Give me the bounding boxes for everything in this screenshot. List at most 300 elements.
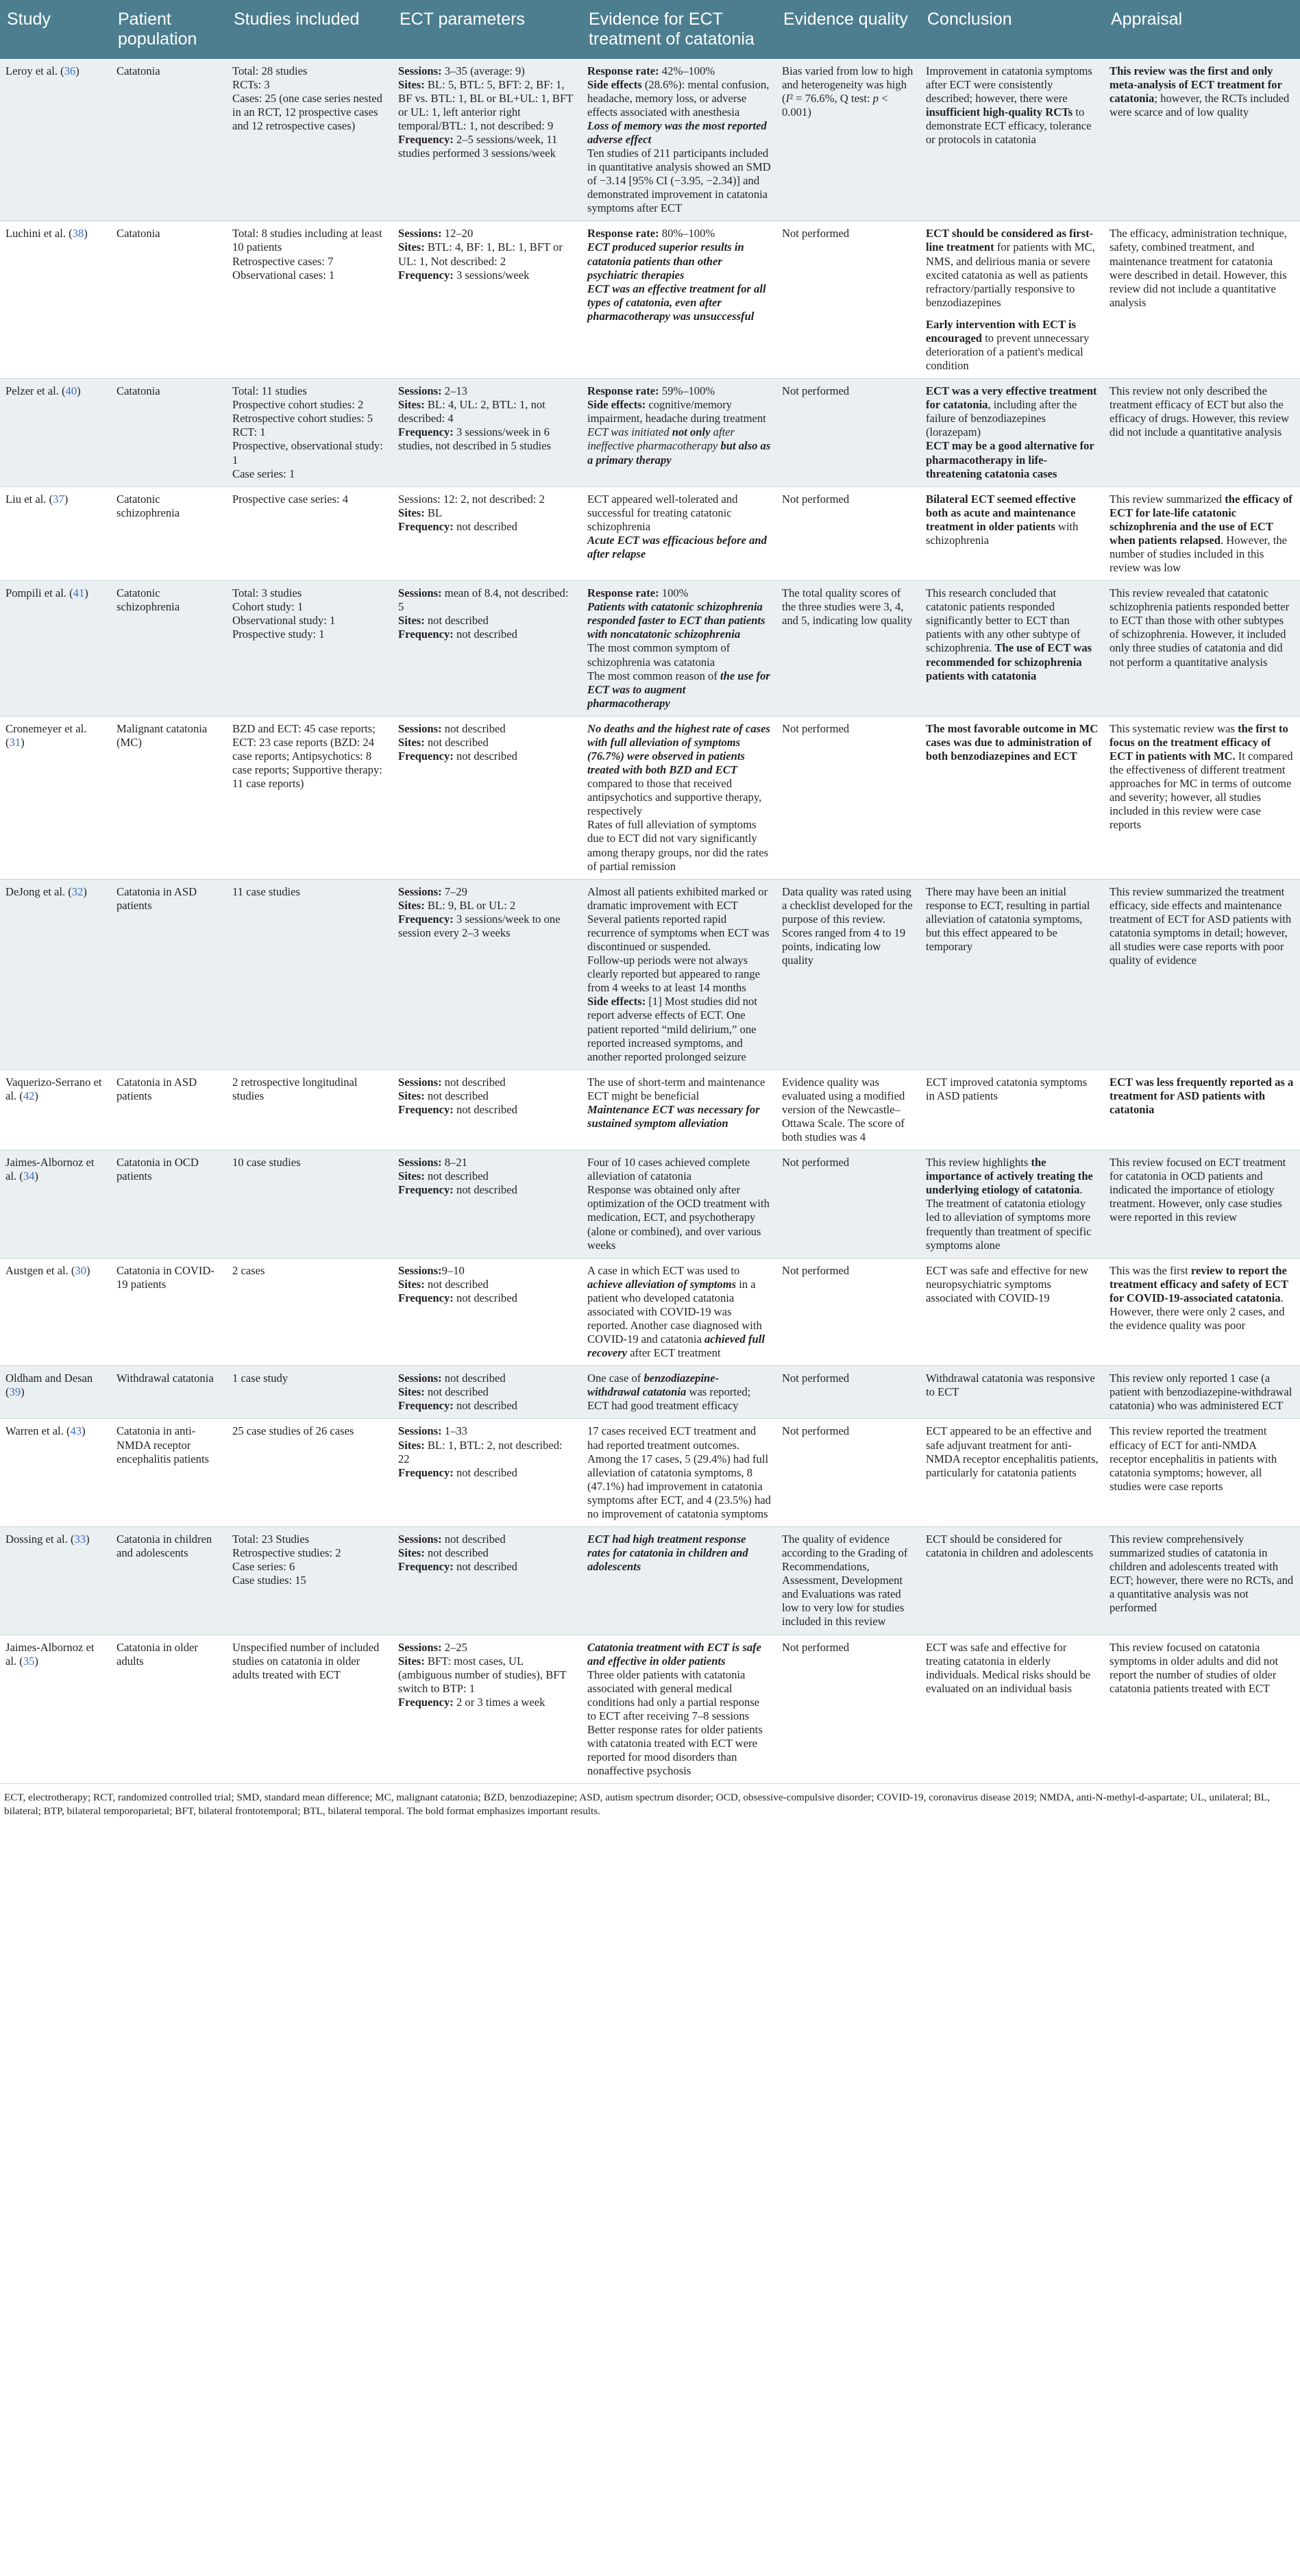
study-ref-close: ) bbox=[86, 1263, 90, 1277]
text-run: compared to those that received antipsychotics and supportive therapy, respectively bbox=[587, 777, 762, 818]
paragraph bbox=[587, 1372, 771, 1413]
cell-conclusion bbox=[920, 379, 1104, 487]
cell-studies-included bbox=[227, 1419, 393, 1527]
ect-param-label: Frequency: bbox=[398, 1560, 454, 1574]
studies-line: RCT: 1 bbox=[232, 425, 266, 439]
cell-evidence-quality bbox=[776, 1635, 920, 1784]
paragraph bbox=[587, 1424, 771, 1521]
cell-conclusion bbox=[920, 1258, 1104, 1366]
text-run: ECT was less frequently reported as a treatment for ASD patients with catatonia bbox=[1109, 1075, 1294, 1116]
cell-population: Withdrawal catatonia bbox=[111, 1366, 227, 1419]
text-run: ECT appeared well-tolerated and successful for treating catatonic schizophrenia bbox=[587, 492, 738, 533]
ect-param-label: Sites: bbox=[398, 240, 425, 254]
paragraph-gap bbox=[926, 310, 1099, 318]
cell-conclusion bbox=[920, 716, 1104, 879]
cell-evidence bbox=[582, 379, 776, 487]
cell-population: Catatonia in older adults bbox=[111, 1635, 227, 1784]
cell-population: Catatonia in COVID-19 patients bbox=[111, 1258, 227, 1366]
paragraph bbox=[926, 885, 1099, 954]
cell-appraisal bbox=[1104, 1069, 1300, 1150]
cell-study bbox=[0, 1366, 111, 1419]
cell-evidence-quality bbox=[776, 581, 920, 717]
ect-param bbox=[398, 493, 576, 506]
header-study: Study bbox=[0, 0, 111, 59]
text-run: The quality of evidence according to the Grading of Recommendations, Assessment, Development and Evaluations was rated low to very low for studies included in this review bbox=[782, 1533, 908, 1628]
ect-param-value: 7–29 bbox=[441, 884, 467, 898]
cell-evidence-quality bbox=[776, 221, 920, 379]
text-run: The most common symptom of schizophrenia was catatonia bbox=[587, 641, 731, 669]
cell-studies-included bbox=[227, 1150, 393, 1259]
studies-line: 25 case studies of 26 cases bbox=[232, 1424, 354, 1438]
text-run: This review was the first and only meta-analysis of ECT treatment for catatonia bbox=[1109, 64, 1282, 105]
paragraph bbox=[782, 64, 915, 119]
cell-evidence-quality bbox=[776, 59, 920, 221]
paragraph bbox=[1109, 722, 1295, 832]
cell-appraisal bbox=[1104, 1150, 1300, 1259]
study-author: Austgen et al. ( bbox=[5, 1263, 75, 1277]
cell-ect-parameters bbox=[393, 1150, 582, 1259]
cell-studies-included bbox=[227, 59, 393, 221]
study-author: Luchini et al. ( bbox=[5, 227, 73, 240]
ect-param-value: not described bbox=[424, 1169, 489, 1183]
cell-ect-parameters bbox=[393, 486, 582, 580]
study-ref-close: ) bbox=[21, 735, 25, 749]
ect-param-label: Frequency: bbox=[398, 1399, 454, 1413]
ect-param-value: BL: 9, BL or UL: 2 bbox=[424, 898, 516, 912]
header-evidence: Evidence for ECT treatment of catatonia bbox=[582, 0, 776, 59]
paragraph bbox=[782, 722, 915, 736]
studies-line: RCTs: 3 bbox=[232, 77, 270, 91]
table-row bbox=[0, 1069, 1300, 1150]
text-run: No deaths and the highest rate of cases with full alleviation of symptoms (76.7%) were observed in patients treated with both BZD and ECT bbox=[587, 721, 770, 777]
ect-param-value: not described bbox=[453, 1399, 517, 1413]
ect-param-value: 3 sessions/week to one session every 2–3 weeks bbox=[398, 912, 561, 939]
cell-population: Catatonic schizophrenia bbox=[111, 581, 227, 717]
study-ref-close: ) bbox=[82, 1424, 86, 1438]
cell-conclusion bbox=[920, 486, 1104, 580]
cell-conclusion bbox=[920, 59, 1104, 221]
cell-ect-parameters bbox=[393, 221, 582, 379]
study-ref-close: ) bbox=[34, 1654, 38, 1668]
paragraph bbox=[587, 600, 771, 641]
cell-study bbox=[0, 716, 111, 879]
cell-appraisal bbox=[1104, 1366, 1300, 1419]
ect-param-label: Sites: bbox=[398, 1438, 425, 1452]
ect-param-label: Sessions: bbox=[398, 1424, 442, 1438]
ect-param-value: 2 or 3 times a week bbox=[453, 1695, 545, 1709]
cell-population: Catatonia bbox=[111, 59, 227, 221]
text-run: the use for ECT was to augment pharmacotherapy bbox=[587, 669, 770, 710]
text-run: This review focused on catatonia symptoms in older adults and did not report the number of studies of older catatonia patients treated with ECT bbox=[1109, 1640, 1279, 1695]
ect-param-label: Sites: bbox=[398, 1089, 425, 1102]
text-run: One case of bbox=[587, 1372, 644, 1385]
ect-param-label: Frequency: bbox=[398, 912, 454, 926]
text-run: Better response rates for older patients with catatonia treated with ECT were reported for mood disorders than nonaffective psychosis bbox=[587, 1723, 763, 1778]
table-row bbox=[0, 1366, 1300, 1419]
table-row bbox=[0, 716, 1300, 879]
cell-appraisal bbox=[1104, 1635, 1300, 1784]
paragraph bbox=[926, 1372, 1099, 1399]
text-run: 42%–100% bbox=[659, 64, 715, 77]
cell-study bbox=[0, 486, 111, 580]
study-ref-link: 38 bbox=[72, 227, 84, 240]
table-row bbox=[0, 1635, 1300, 1784]
ect-param-value: BL: 1, BTL: 2, not described: 22 bbox=[398, 1438, 563, 1465]
cell-evidence bbox=[582, 1258, 776, 1366]
ect-param-label: Frequency: bbox=[398, 1102, 454, 1116]
text-run: ECT was safe and effective for new neuropsychiatric symptoms associated with COVID-19 bbox=[926, 1263, 1089, 1304]
ect-param-label: Frequency: bbox=[398, 1291, 454, 1304]
text-run: to prevent unnecessary deterioration of a patient's medical condition bbox=[926, 331, 1090, 373]
study-author: Pompili et al. ( bbox=[5, 586, 73, 600]
text-run: Almost all patients exhibited marked or dramatic improvement with ECT bbox=[587, 884, 768, 912]
ect-param bbox=[398, 1385, 576, 1399]
table-row bbox=[0, 221, 1300, 379]
cell-evidence-quality bbox=[776, 379, 920, 487]
paragraph bbox=[587, 818, 771, 873]
studies-line: Retrospective studies: 2 bbox=[232, 1546, 341, 1560]
ect-param-value: not described bbox=[453, 1291, 517, 1304]
study-author: Oldham and Desan ( bbox=[5, 1372, 93, 1399]
ect-param-value: not described bbox=[453, 1183, 517, 1197]
ect-param-value: 2–25 bbox=[441, 1640, 467, 1654]
studies-line: 1 case study bbox=[232, 1372, 289, 1385]
paragraph bbox=[926, 1641, 1099, 1696]
studies-line: Cohort study: 1 bbox=[232, 600, 304, 614]
paragraph bbox=[587, 64, 771, 78]
ect-param bbox=[398, 1439, 576, 1466]
ect-param-value: 3 sessions/week bbox=[453, 268, 530, 282]
text-run: This review not only described the treatment efficacy of ECT but also the efficacy of drugs. However, this review did not include a quantitative analysis bbox=[1109, 384, 1290, 439]
cell-appraisal bbox=[1104, 879, 1300, 1069]
cell-conclusion bbox=[920, 1635, 1104, 1784]
ect-param bbox=[398, 269, 576, 282]
paragraph bbox=[587, 78, 771, 119]
paragraph bbox=[782, 384, 915, 398]
ect-param-label: Sessions: bbox=[398, 1263, 442, 1277]
study-author: Warren et al. ( bbox=[5, 1424, 71, 1438]
text-run: achieve alleviation of symptoms bbox=[587, 1277, 737, 1291]
text-run: ECT was safe and effective for treating catatonia in elderly individuals. Medical risks should be evaluated on an individual basis bbox=[926, 1640, 1091, 1695]
paragraph bbox=[1109, 1156, 1295, 1224]
cell-study bbox=[0, 1150, 111, 1259]
text-run: with schizophrenia bbox=[926, 519, 1079, 547]
cell-conclusion bbox=[920, 221, 1104, 379]
paragraph bbox=[587, 954, 771, 995]
ect-param bbox=[398, 722, 576, 736]
text-run: Rates of full alleviation of symptoms due to ECT did not vary significantly among therapy groups, nor did the rates of partial remission bbox=[587, 818, 769, 873]
ect-param-value: BTL: 4, BF: 1, BL: 1, BFT or UL: 1, Not described: 2 bbox=[398, 240, 563, 268]
text-run: Evidence quality was evaluated using a modified version of the Newcastle–Ottawa Scale. The score of both studies was 4 bbox=[782, 1075, 905, 1144]
cell-evidence bbox=[582, 1527, 776, 1635]
ect-param-label: Frequency: bbox=[398, 1695, 454, 1709]
text-run: ECT was a very effective treatment for catatonia bbox=[926, 384, 1097, 412]
text-run: Response rate: bbox=[587, 64, 659, 77]
studies-line: Case series: 1 bbox=[232, 467, 295, 480]
studies-line: Total: 28 studies bbox=[232, 64, 308, 77]
ect-param bbox=[398, 1076, 576, 1089]
paragraph bbox=[587, 240, 771, 282]
text-run: p bbox=[872, 91, 879, 105]
study-ref-link: 33 bbox=[74, 1533, 86, 1546]
paragraph bbox=[1109, 227, 1295, 309]
cell-evidence bbox=[582, 1150, 776, 1259]
ect-param-value: BL: 5, BTL: 5, BFT: 2, BF: 1, BF vs. BTL: 1, BL or BL+UL: 1, BFT or UL: 1, left anterior right temporal/BTL: 1, not described: 9 bbox=[398, 77, 574, 132]
text-run: [1] Most studies did not report adverse effects of ECT. One patient reported “mild delirium,” one reported increased symptoms, and another reported prolonged seizure bbox=[587, 995, 757, 1063]
ect-param-label: Frequency: bbox=[398, 1183, 454, 1197]
ect-param bbox=[398, 1372, 576, 1385]
paragraph bbox=[926, 493, 1099, 547]
ect-param-value: not described bbox=[441, 721, 506, 735]
ect-param-value: not described bbox=[441, 1372, 506, 1385]
text-run: 17 cases received ECT treatment and had reported treatment outcomes. Among the 17 cases, 5 (29.4%) had full alleviation of catatonia symptoms, 8 (47.1%) had improvement in catatonia symptoms after ECT, and 4 (23.5%) had no improvement of catatonia symptoms bbox=[587, 1424, 771, 1520]
table-row bbox=[0, 1258, 1300, 1366]
text-run: Bilateral ECT seemed effective both as acute and maintenance treatment in older patients bbox=[926, 492, 1076, 533]
cell-appraisal bbox=[1104, 486, 1300, 580]
ect-param bbox=[398, 1641, 576, 1655]
studies-line: 11 case studies bbox=[232, 884, 300, 898]
paragraph bbox=[587, 227, 771, 240]
study-ref-close: ) bbox=[64, 492, 69, 506]
cell-studies-included bbox=[227, 1635, 393, 1784]
ect-param-label: Sites: bbox=[398, 735, 425, 749]
text-run: (28.6%): mental confusion, headache, memory loss, or adverse effects associated with anesthesia bbox=[587, 77, 770, 119]
text-run: the first to focus on the treatment efficacy of ECT in patients with MC. bbox=[1109, 721, 1288, 763]
text-run: achieved full recovery bbox=[587, 1333, 765, 1360]
cell-population: Catatonia in anti-NMDA receptor encephalitis patients bbox=[111, 1419, 227, 1527]
ect-param-value: not described bbox=[424, 1546, 489, 1560]
cell-appraisal bbox=[1104, 581, 1300, 717]
ect-param-value: BL: 4, UL: 2, BTL: 1, not described: 4 bbox=[398, 398, 545, 425]
paragraph bbox=[587, 1641, 771, 1668]
paragraph bbox=[587, 1183, 771, 1252]
paragraph bbox=[587, 282, 771, 323]
cell-population: Catatonia in ASD patients bbox=[111, 879, 227, 1069]
study-ref-close: ) bbox=[83, 884, 87, 898]
ect-param bbox=[398, 384, 576, 398]
cell-population: Catatonia in children and adolescents bbox=[111, 1527, 227, 1635]
cell-study bbox=[0, 1527, 111, 1635]
text-run: Four of 10 cases achieved complete alleviation of catatonia bbox=[587, 1156, 750, 1183]
ect-param-value: BFT: most cases, UL (ambiguous number of studies), BFT switch to BTP: 1 bbox=[398, 1654, 567, 1695]
paragraph bbox=[782, 1641, 915, 1655]
ect-param bbox=[398, 1156, 576, 1169]
study-ref-close: ) bbox=[77, 384, 81, 398]
study-ref-close: ) bbox=[84, 586, 88, 600]
study-ref-link: 37 bbox=[53, 492, 64, 506]
study-ref-link: 30 bbox=[75, 1263, 86, 1277]
ect-param-value: 2–5 sessions/week, 11 studies performed 3 sessions/week bbox=[398, 132, 558, 160]
ect-param-label: Frequency: bbox=[398, 750, 454, 763]
cell-evidence bbox=[582, 59, 776, 221]
paragraph bbox=[587, 1156, 771, 1183]
paragraph bbox=[782, 1424, 915, 1438]
studies-line: Total: 11 studies bbox=[232, 384, 307, 398]
paragraph bbox=[782, 885, 915, 967]
paragraph bbox=[587, 534, 771, 561]
paragraph bbox=[587, 722, 771, 819]
ect-param-label: Sessions: bbox=[398, 384, 442, 398]
text-run: The most common reason of bbox=[587, 669, 721, 682]
text-run: This review comprehensively summarized studies of catatonia in children and adolescents treated with ECT; however, there were no RCTs, and a quantitative analysis was not performed bbox=[1109, 1533, 1294, 1615]
text-run: was reported; ECT had good treatment efficacy bbox=[587, 1385, 751, 1413]
cell-studies-included bbox=[227, 879, 393, 1069]
ect-param bbox=[398, 913, 576, 940]
ect-param bbox=[398, 899, 576, 913]
text-run: Three older patients with catatonia associated with general medical conditions had only a partial response to ECT after receiving 7–8 sessions bbox=[587, 1668, 760, 1722]
ect-param bbox=[398, 1278, 576, 1291]
paragraph bbox=[587, 1723, 771, 1778]
paragraph bbox=[587, 641, 771, 669]
text-run: Catatonia treatment with ECT is safe and effective in older patients bbox=[587, 1640, 762, 1668]
cell-study bbox=[0, 1258, 111, 1366]
text-run: Not performed bbox=[782, 1156, 850, 1169]
cell-evidence-quality bbox=[776, 1258, 920, 1366]
study-ref-close: ) bbox=[86, 1533, 90, 1546]
text-run: Response was obtained only after optimization of the OCD treatment with medication, ECT, and psychotherapy (alone or combined), and over various weeks bbox=[587, 1183, 770, 1252]
text-run: Maintenance ECT was necessary for sustained symptom alleviation bbox=[587, 1102, 760, 1130]
cell-evidence bbox=[582, 1419, 776, 1527]
text-run: 100% bbox=[659, 586, 689, 600]
cell-study bbox=[0, 581, 111, 717]
study-ref-close: ) bbox=[21, 1385, 25, 1399]
paragraph bbox=[782, 1156, 915, 1169]
text-run: . However, the number of studies included in this review was low bbox=[1109, 533, 1287, 575]
text-run: This review revealed that catatonic schizophrenia patients responded better to ECT than those with other subtypes of schizophrenia. However, it included only three studies of catatonia and did not perform a quantitative analysis bbox=[1109, 586, 1290, 669]
cell-population: Catatonia bbox=[111, 221, 227, 379]
studies-line: Total: 8 studies including at least 10 patients bbox=[232, 227, 382, 254]
study-ref-link: 39 bbox=[9, 1385, 21, 1399]
text-run: The use of short-term and maintenance ECT might be beneficial bbox=[587, 1075, 765, 1102]
text-run: after ECT treatment bbox=[627, 1346, 721, 1360]
paragraph bbox=[1109, 1264, 1295, 1333]
studies-line: Observational cases: 1 bbox=[232, 268, 335, 282]
text-run: after ineffective pharmacotherapy bbox=[587, 425, 735, 453]
table-row bbox=[0, 879, 1300, 1069]
cell-appraisal bbox=[1104, 1258, 1300, 1366]
study-author: Leroy et al. ( bbox=[5, 64, 64, 77]
ect-param-label: Frequency: bbox=[398, 132, 454, 146]
ect-param-label: Sessions: bbox=[398, 1156, 442, 1169]
ect-param-label: Sites: bbox=[398, 506, 425, 519]
text-run: This review highlights bbox=[926, 1156, 1031, 1169]
ect-param bbox=[398, 586, 576, 614]
cell-study bbox=[0, 379, 111, 487]
ect-param-label: Sessions: bbox=[398, 586, 442, 600]
paragraph bbox=[587, 147, 771, 215]
cell-evidence-quality bbox=[776, 1419, 920, 1527]
cell-studies-included bbox=[227, 581, 393, 717]
cell-study bbox=[0, 1635, 111, 1784]
text-run: Not performed bbox=[782, 1424, 850, 1438]
paragraph bbox=[782, 493, 915, 506]
cell-conclusion bbox=[920, 1366, 1104, 1419]
text-run: Not performed bbox=[782, 721, 850, 735]
studies-line: Prospective cohort studies: 2 bbox=[232, 398, 364, 412]
text-run: Patients with catatonic schizophrenia responded faster to ECT than patients with noncatatonic schizophrenia bbox=[587, 600, 765, 641]
cell-evidence-quality bbox=[776, 716, 920, 879]
text-run: Not performed bbox=[782, 227, 850, 240]
ect-param-value: 3–35 (average: 9) bbox=[441, 64, 525, 77]
text-run: Not performed bbox=[782, 492, 850, 506]
ect-param-label: Sites: bbox=[398, 1546, 425, 1560]
cell-study bbox=[0, 1419, 111, 1527]
ect-param-label: Sessions: bbox=[398, 1372, 442, 1385]
text-run: A case in which ECT was used to bbox=[587, 1263, 740, 1277]
ect-param bbox=[398, 1103, 576, 1117]
studies-line: Retrospective cohort studies: 5 bbox=[232, 412, 373, 425]
text-run: ECT appeared to be an effective and safe adjuvant treatment for anti-NMDA receptor encephalitis patients, particularly for catatonia patients bbox=[926, 1424, 1099, 1479]
table-row bbox=[0, 1527, 1300, 1635]
paragraph bbox=[587, 425, 771, 467]
paragraph bbox=[587, 995, 771, 1063]
ect-param bbox=[398, 506, 576, 520]
studies-line: 2 retrospective longitudinal studies bbox=[232, 1075, 358, 1102]
paragraph bbox=[782, 1264, 915, 1278]
study-ref-link: 42 bbox=[23, 1089, 35, 1102]
paragraph bbox=[1109, 1641, 1295, 1696]
ect-param-value: not described bbox=[424, 1089, 489, 1102]
ect-param-value: 3 sessions/week in 6 studies, not described in 5 studies bbox=[398, 425, 552, 453]
ect-param-value: not described bbox=[424, 735, 489, 749]
study-ref-link: 41 bbox=[73, 586, 85, 600]
cell-evidence-quality bbox=[776, 1150, 920, 1259]
ect-param-value: not described bbox=[424, 1385, 489, 1399]
ect-param bbox=[398, 133, 576, 160]
ect-param-label: Sessions: bbox=[398, 64, 442, 77]
study-author: Pelzer et al. ( bbox=[5, 384, 66, 398]
text-run: Not performed bbox=[782, 384, 850, 398]
text-run: It compared the effectiveness of different treatment approaches for MC in terms of outcome and severity; however, all studies included in this review were case reports bbox=[1109, 750, 1293, 832]
paragraph bbox=[587, 384, 771, 398]
ect-param-label: Sites: bbox=[398, 898, 425, 912]
ect-param-label: Sites: bbox=[398, 1385, 425, 1399]
ect-param bbox=[398, 64, 576, 78]
text-run: benzodiazepine-withdrawal catatonia bbox=[587, 1372, 720, 1399]
ect-param bbox=[398, 398, 576, 425]
text-run: Response rate: bbox=[587, 384, 659, 398]
text-run: Acute ECT was efficacious before and after relapse bbox=[587, 533, 767, 560]
text-run: This was the first bbox=[1109, 1263, 1191, 1277]
text-run: I bbox=[785, 91, 790, 105]
ect-param-value: mean of 8.4, not described: 5 bbox=[398, 586, 569, 614]
cell-ect-parameters bbox=[393, 1419, 582, 1527]
cell-evidence bbox=[582, 716, 776, 879]
text-run: This review only reported 1 case (a patient with benzodiazepine-withdrawal catatonia) who was administered ECT bbox=[1109, 1372, 1292, 1413]
cell-evidence bbox=[582, 221, 776, 379]
text-run: ECT had high treatment response rates for catatonia in children and adolescents bbox=[587, 1533, 748, 1574]
paragraph bbox=[782, 227, 915, 240]
cell-ect-parameters bbox=[393, 1258, 582, 1366]
ect-param bbox=[398, 1089, 576, 1103]
text-run: in a patient who developed catatonia associated with COVID-19 was reported. Another case diagnosed with COVID-19 and catatonia bbox=[587, 1277, 762, 1346]
ect-param-value: 1–33 bbox=[441, 1424, 467, 1438]
text-run: Not performed bbox=[782, 1372, 850, 1385]
cell-evidence-quality bbox=[776, 879, 920, 1069]
study-ref-link: 40 bbox=[65, 384, 77, 398]
text-run: Not performed bbox=[782, 1640, 850, 1654]
cell-appraisal bbox=[1104, 379, 1300, 487]
ect-param bbox=[398, 1424, 576, 1438]
cell-conclusion bbox=[920, 879, 1104, 1069]
study-ref-close: ) bbox=[84, 227, 88, 240]
ect-param-label: Sites: bbox=[398, 77, 425, 91]
paragraph bbox=[926, 1264, 1099, 1305]
text-run: Side effects bbox=[587, 77, 642, 91]
study-ref-close: ) bbox=[34, 1089, 38, 1102]
table-row bbox=[0, 379, 1300, 487]
cell-ect-parameters bbox=[393, 59, 582, 221]
